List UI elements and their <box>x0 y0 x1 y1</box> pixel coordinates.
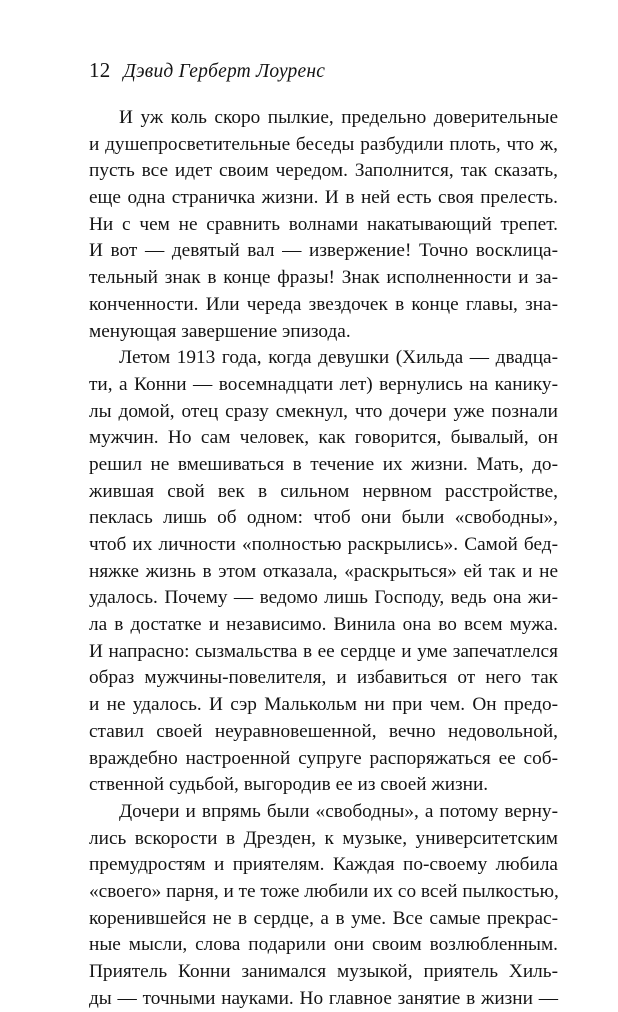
text-line: И вот — девятый вал — извержение! Точно восклица- <box>89 240 558 262</box>
text-line: чтоб их личности «полностью раскрылись». Самой бед- <box>89 534 558 555</box>
text-line: конченности. Или череда звездочек в конце главы, зна- <box>89 293 558 315</box>
text-line: И напрасно: сызмальства в ее сердце и уме запечатлелся <box>89 640 558 662</box>
text-line: пусть все идет своим чередом. Заполнится, так сказать, <box>89 160 558 182</box>
text-line: ставил своей неуравновешенной, вечно недовольной, <box>89 720 558 742</box>
text-line: лы домой, отец сразу смекнул, что дочери уже познали <box>89 400 558 422</box>
text-line: удалось. Почему — ведомо лишь Господу, ведь она жи- <box>89 587 558 609</box>
page-number: 12 <box>89 58 111 82</box>
text-line: мужчин. Но сам человек, как говорится, бывалый, он <box>89 427 558 449</box>
text-line: еще одна страничка жизни. И в ней есть своя прелесть. <box>89 187 558 209</box>
text-line: и не удалось. И сэр Малькольм ни при чем. Он предо- <box>89 694 558 716</box>
text-line: ла в достатке и независимо. Винила она во всем мужа. <box>89 614 558 636</box>
text-line: премудростям и приятелям. Каждая по-своему любила <box>89 854 558 876</box>
text-line: враждебно настроенной супруге распоряжаться ее соб- <box>89 747 558 769</box>
text-line: «своего» парня, и те тоже любили их со всей пылкостью, <box>89 880 559 902</box>
text-line: няжке жизнь в этом отказала, «раскрыться» ей так и не <box>89 560 558 582</box>
text-line: Летом 1913 года, когда девушки (Хильда — двадца- <box>119 347 558 369</box>
text-line: жившая свой век в сильном нервном расстройстве, <box>89 480 558 502</box>
text-line: лись вскорости в Дрезден, к музыке, университетским <box>89 827 558 849</box>
body-text <box>89 105 558 1012</box>
text-line: менующая завершение эпизода. <box>89 320 351 342</box>
running-title: Дэвид Герберт Лоуренс <box>123 61 326 82</box>
text-line: ственной судьбой, выгородив ее из своей жизни. <box>89 774 489 796</box>
text-line: ды — точными науками. Но главное занятие в жизни — <box>89 987 558 1009</box>
text-line: Приятель Конни занимался музыкой, приятель Хиль- <box>89 961 558 982</box>
text-line: коренившейся не в сердце, а в уме. Все самые прекрас- <box>89 907 558 929</box>
text-line: пеклась лишь об одном: чтоб они были «свободны», <box>89 507 558 529</box>
book-page <box>89 58 558 1012</box>
running-header <box>89 58 558 94</box>
text-line: Дочери и впрямь были «свободны», а потому верну- <box>119 800 558 822</box>
text-line: и душепросветительные беседы разбудили плоть, что ж, <box>89 133 558 155</box>
text-line: тельный знак в конце фразы! Знак исполненности и за- <box>89 267 558 289</box>
text-line: ные мысли, слова подарили они своим возлюбленным. <box>89 934 558 956</box>
text-line: ти, а Конни — восемнадцати лет) вернулись на канику- <box>89 373 558 395</box>
text-line: образ мужчины-повелителя, и избавиться от него так <box>89 667 558 689</box>
text-line: Ни с чем не сравнить волнами накатывающий трепет. <box>89 213 558 235</box>
text-line: решил не вмешиваться в течение их жизни. Мать, до- <box>89 453 558 475</box>
text-line: И уж коль скоро пылкие, предельно доверительные <box>119 107 558 128</box>
